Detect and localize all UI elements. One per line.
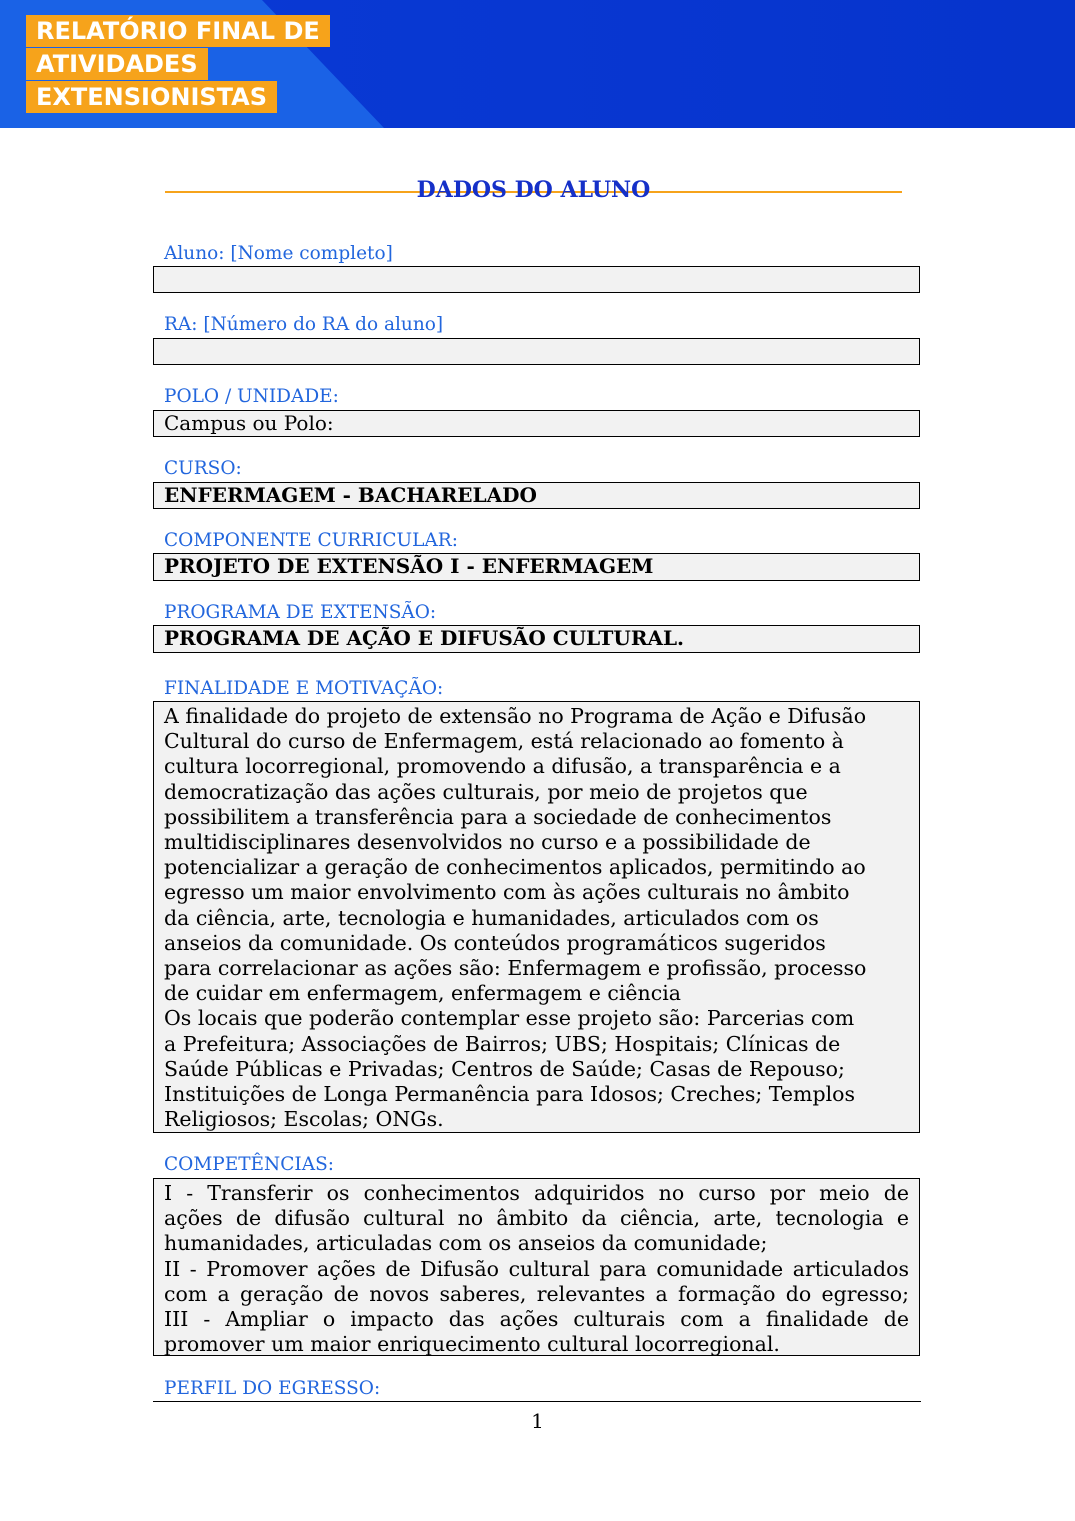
programa-field[interactable]: PROGRAMA DE AÇÃO E DIFUSÃO CULTURAL. bbox=[153, 625, 920, 653]
competencias-field[interactable] bbox=[153, 1178, 920, 1356]
finalidade-line: cultura locorregional, promovendo a difusão, a transparência e a bbox=[164, 754, 841, 779]
banner-title-line-3: EXTENSIONISTAS bbox=[26, 81, 277, 113]
aluno-label: Aluno: [Nome completo] bbox=[164, 243, 393, 264]
competencias-line: II - Promover ações de Difusão cultural para comunidade articulados bbox=[164, 1256, 909, 1281]
section-heading bbox=[165, 174, 902, 208]
competencias-line: I - Transferir os conhecimentos adquiridos no curso por meio de bbox=[164, 1181, 909, 1205]
banner-title-line-1: RELATÓRIO FINAL DE bbox=[26, 15, 330, 47]
finalidade-line: de cuidar em enfermagem, enfermagem e ciência bbox=[164, 981, 682, 1006]
perfil-label: PERFIL DO EGRESSO: bbox=[164, 1378, 381, 1399]
finalidade-label: FINALIDADE E MOTIVAÇÃO: bbox=[164, 678, 444, 699]
componente-label: COMPONENTE CURRICULAR: bbox=[164, 530, 458, 551]
competencias-line: com a geração de novos saberes, relevantes a formação do egresso; bbox=[164, 1281, 909, 1306]
curso-label: CURSO: bbox=[164, 458, 242, 479]
programa-label: PROGRAMA DE EXTENSÃO: bbox=[164, 602, 437, 623]
finalidade-line: Religiosos; Escolas; ONGs. bbox=[164, 1107, 444, 1132]
curso-field[interactable]: ENFERMAGEM - BACHARELADO bbox=[153, 482, 920, 509]
competencias-label: COMPETÊNCIAS: bbox=[164, 1154, 334, 1175]
finalidade-line: A finalidade do projeto de extensão no Programa de Ação e Difusão bbox=[164, 704, 867, 728]
section-heading-text: DADOS DO ALUNO bbox=[416, 177, 651, 203]
componente-field[interactable]: PROJETO DE EXTENSÃO I - ENFERMAGEM bbox=[153, 553, 920, 581]
finalidade-line: Os locais que poderão contemplar esse projeto são: Parcerias com bbox=[164, 1006, 855, 1031]
banner-title-line-2: ATIVIDADES bbox=[26, 48, 208, 80]
finalidade-line: democratização das ações culturais, por meio de projetos que bbox=[164, 779, 808, 804]
finalidade-line: da ciência, arte, tecnologia e humanidades, articulados com os bbox=[164, 905, 819, 930]
competencias-line: humanidades, articuladas com os anseios da comunidade; bbox=[164, 1231, 768, 1256]
polo-field[interactable]: Campus ou Polo: bbox=[153, 410, 920, 437]
finalidade-line: anseios da comunidade. Os conteúdos programáticos sugeridos bbox=[164, 930, 826, 955]
page-bottom-rule bbox=[153, 1401, 921, 1402]
finalidade-field[interactable] bbox=[153, 701, 920, 1133]
finalidade-line: Saúde Públicas e Privadas; Centros de Saúde; Casas de Repouso; bbox=[164, 1056, 845, 1081]
finalidade-line: para correlacionar as ações são: Enfermagem e profissão, processo bbox=[164, 956, 867, 981]
competencias-line: ações de difusão cultural no âmbito da ciência, arte, tecnologia e bbox=[164, 1206, 909, 1231]
polo-label: POLO / UNIDADE: bbox=[164, 386, 339, 407]
header-banner bbox=[0, 0, 1075, 128]
finalidade-line: possibilitem a transferência para a sociedade de conhecimentos bbox=[164, 804, 832, 829]
ra-field[interactable] bbox=[153, 338, 920, 365]
finalidade-line: egresso um maior envolvimento com às ações culturais no âmbito bbox=[164, 880, 850, 905]
aluno-field[interactable] bbox=[153, 266, 920, 293]
finalidade-line: Cultural do curso de Enfermagem, está relacionado ao fomento à bbox=[164, 729, 844, 754]
finalidade-line: Instituições de Longa Permanência para Idosos; Creches; Templos bbox=[164, 1082, 855, 1107]
finalidade-line: potencializar a geração de conhecimentos aplicados, permitindo ao bbox=[164, 855, 866, 880]
ra-label: RA: [Número do RA do aluno] bbox=[164, 314, 444, 335]
page-number: 1 bbox=[531, 1409, 544, 1433]
finalidade-line: multidisciplinares desenvolvidos no curso e a possibilidade de bbox=[164, 830, 811, 855]
competencias-line: promover um maior enriquecimento cultural locorregional. bbox=[164, 1332, 780, 1357]
competencias-line: III - Ampliar o impacto das ações culturais com a finalidade de bbox=[164, 1307, 909, 1332]
finalidade-line: a Prefeitura; Associações de Bairros; UBS; Hospitais; Clínicas de bbox=[164, 1031, 841, 1056]
